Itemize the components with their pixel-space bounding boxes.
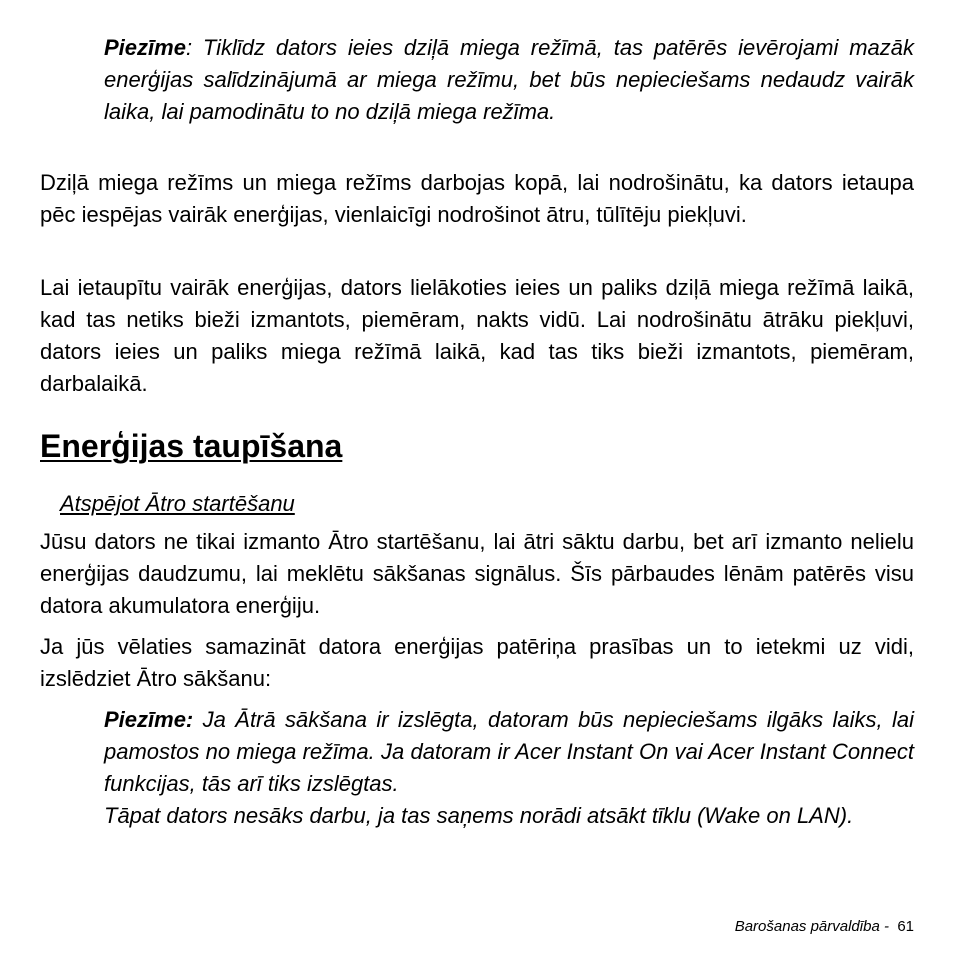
note-label: Piezīme:: [104, 707, 194, 732]
note-deep-sleep: [104, 32, 914, 128]
section-heading: Enerģijas taupīšana: [40, 428, 343, 464]
note-text: Ja Ātrā sākšana ir izslēgta, datoram būs nepieciešams ilgāks laiks, lai pamostos no miega režīma. Ja datoram ir Acer Instant On vai Acer Instant Connect funkcijas, tās arī tiks izslēgtas.: [104, 707, 914, 796]
note-wake-on-lan: Tāpat dators nesāks darbu, ja tas saņems norādi atsākt tīklu (Wake on LAN).: [104, 803, 854, 828]
page-footer: [735, 917, 914, 937]
footer-chapter: Barošanas pārvaldība -: [734, 918, 889, 935]
paragraph-energy-saving-behavior: Lai ietaupītu vairāk enerģijas, dators lielākoties ieies un paliks dziļā miega režīmā laikā, kad tas netiks bieži izmantots, piemēram, nakts vidū. Lai nodrošinātu ātrāku piekļuvi, dators ieies un paliks miega režīmā laikā, kad tas tiks bieži izmantots, piemēram, darbalaikā.: [40, 275, 914, 396]
note-text: : Tiklīdz dators ieies dziļā miega režīmā, tas patērēs ievērojami mazāk enerģijas salīdzinājumā ar miega režīmu, bet būs nepieciešams nedaudz vairāk laika, lai pamodinātu to no dziļā miega režīma.: [104, 35, 914, 124]
page-number: 61: [897, 918, 914, 935]
paragraph-deep-sleep-cooperation: Dziļā miega režīms un miega režīms darbojas kopā, lai nodrošinātu, ka dators ietaupa pēc iespējas vairāk enerģijas, vienlaicīgi nodrošinot ātru, tūlītēju piekļuvi.: [40, 170, 914, 227]
paragraph-disable-fast-startup: Ja jūs vēlaties samazināt datora enerģijas patēriņa prasības un to ietekmi uz vidi, izslēdziet Ātro sākšanu:: [40, 634, 914, 691]
note-fast-startup: [104, 704, 914, 800]
paragraph-fast-startup: Jūsu dators ne tikai izmanto Ātro startēšanu, lai ātri sāktu darbu, bet arī izmanto nelielu enerģijas daudzumu, lai meklētu sākšanas signālus. Šīs pārbaudes lēnām patērēs visu datora akumulatora enerģiju.: [40, 529, 914, 618]
disable-fast-startup-link[interactable]: Atspējot Ātro startēšanu: [60, 491, 295, 516]
note-label: Piezīme: [104, 35, 186, 60]
